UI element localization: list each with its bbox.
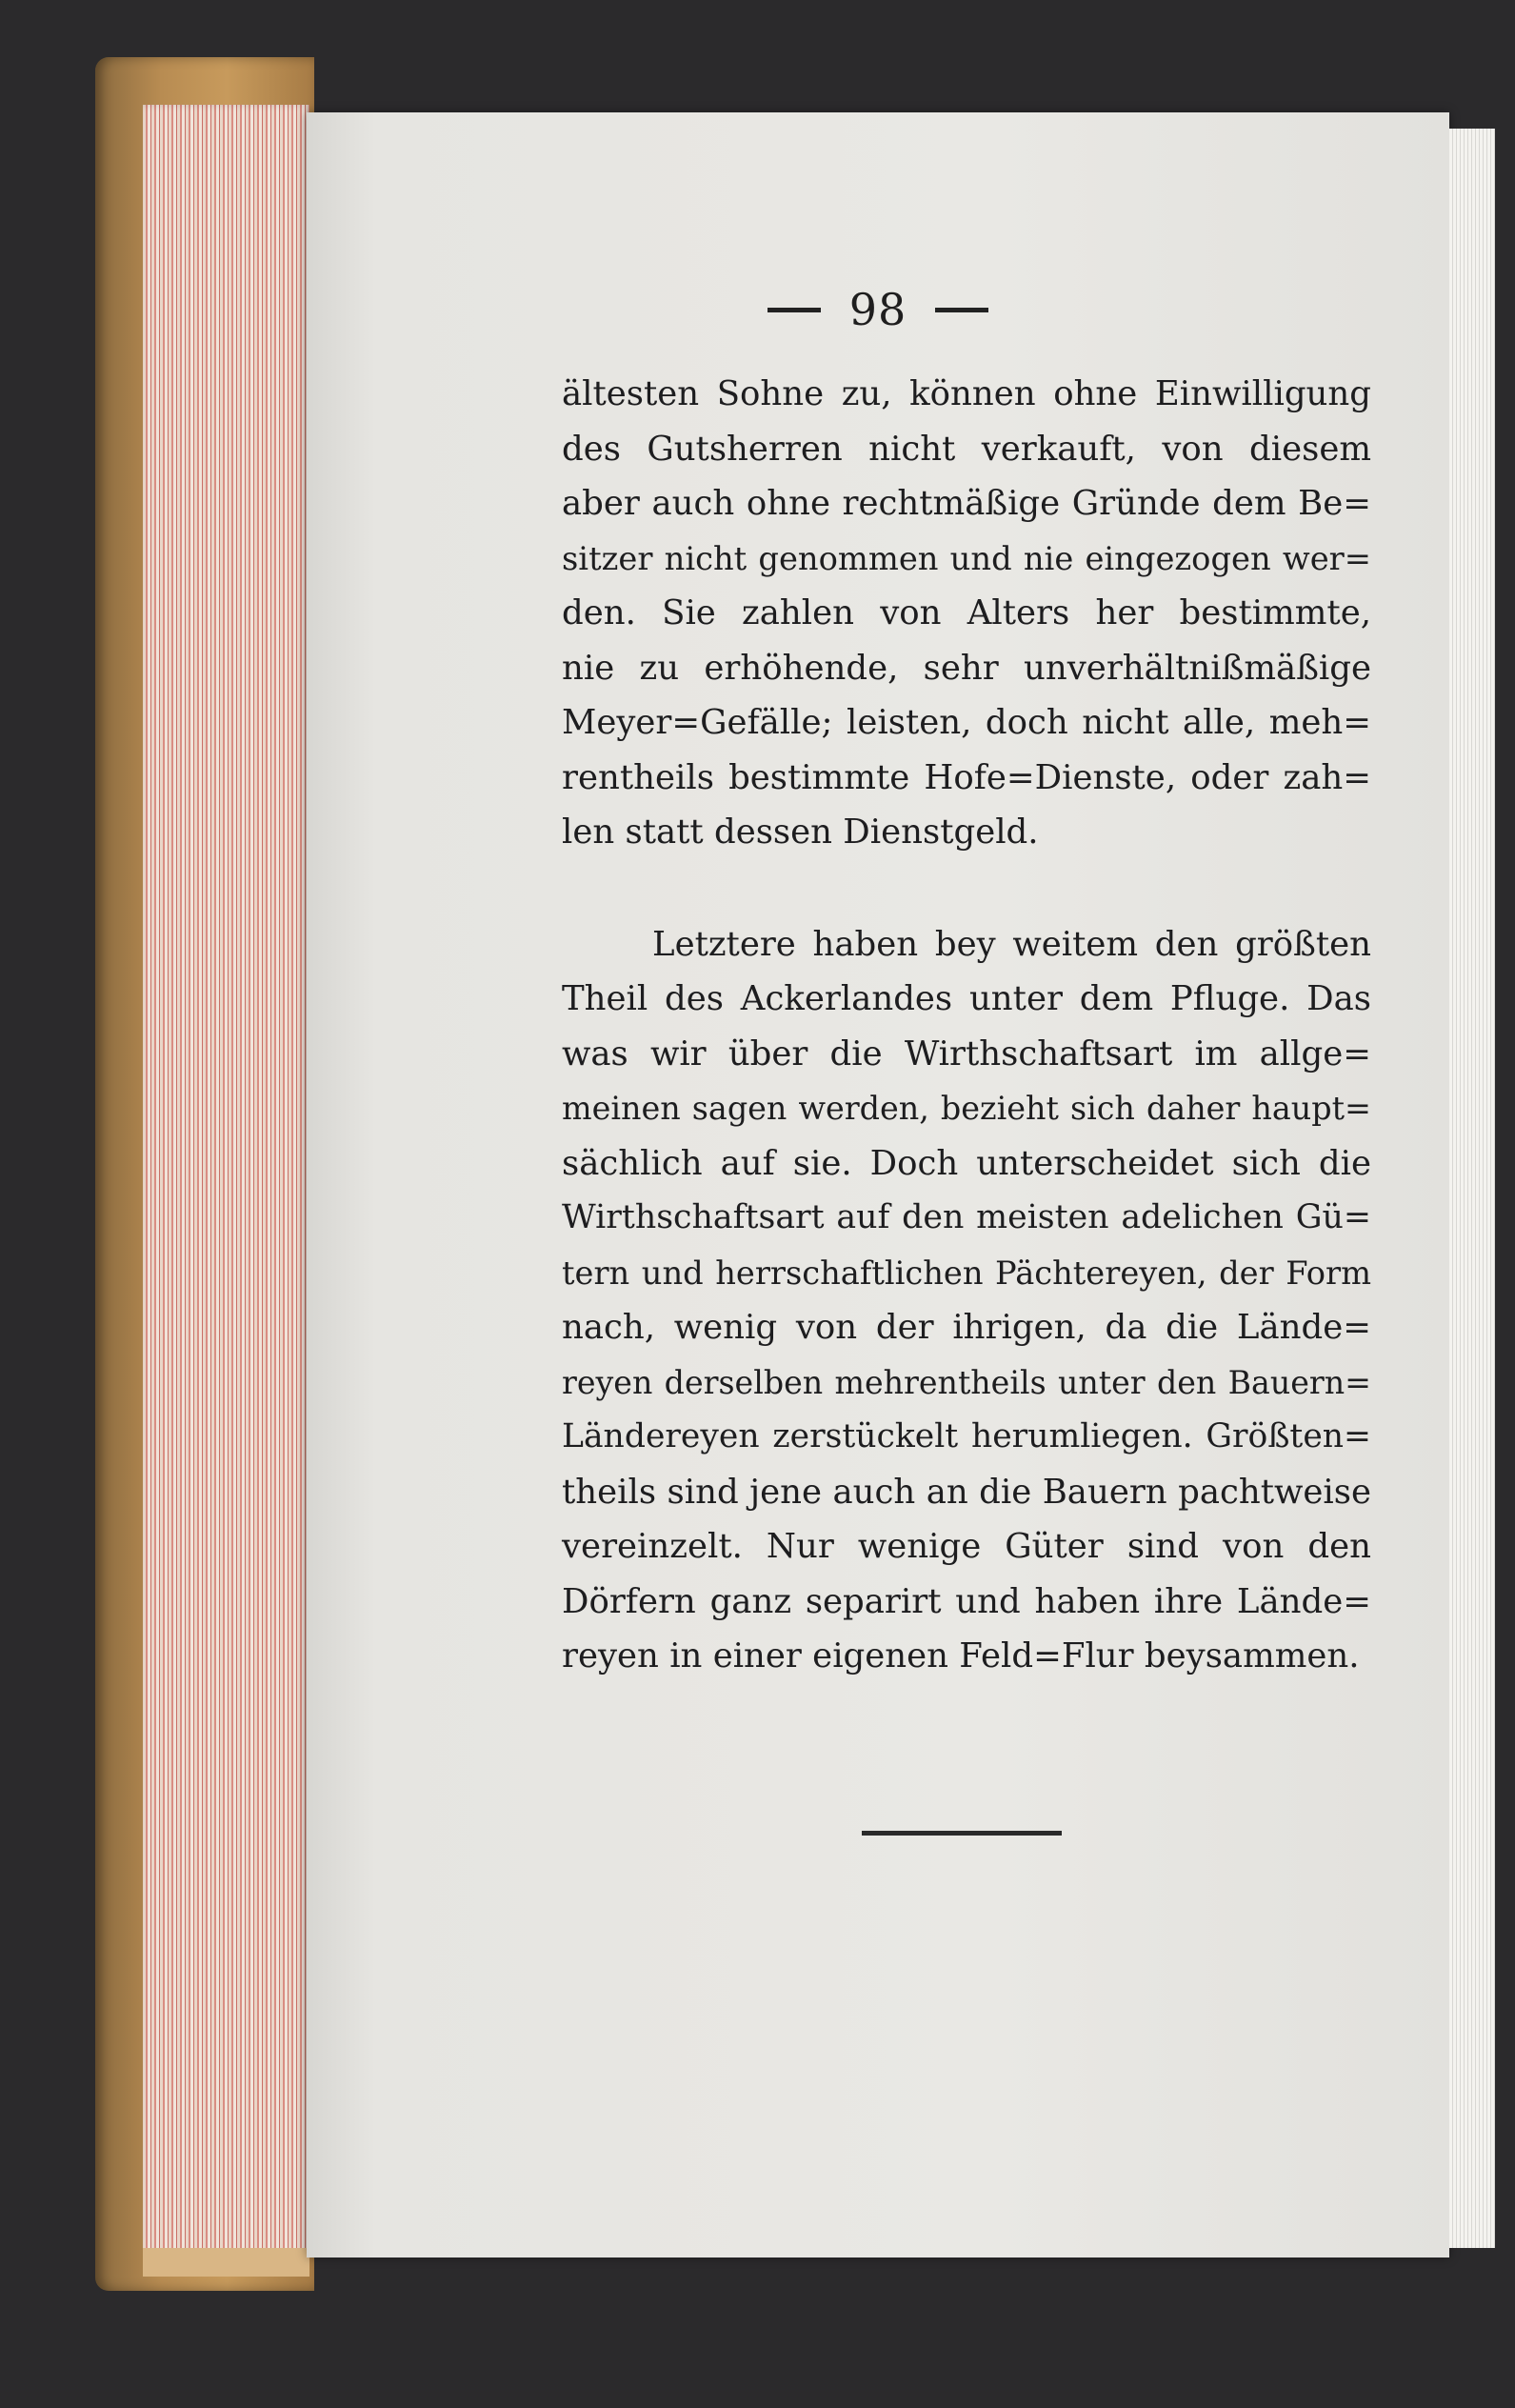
paragraph-gap xyxy=(562,860,1371,917)
page-header xyxy=(307,276,1449,343)
page-edges xyxy=(143,105,309,2258)
text-line: meinen sagen werden, bezieht sich daher haupt= xyxy=(562,1090,1371,1127)
body-text xyxy=(562,367,1371,1684)
text-line: was wir über die Wirthschaftsart im allge= xyxy=(562,1033,1371,1074)
text-line: Theil des Ackerlandes unter dem Pfluge. Das xyxy=(562,979,1371,1018)
text-line: sächlich auf sie. Doch unterscheidet sich die xyxy=(562,1143,1371,1183)
header-dash-left xyxy=(767,308,821,312)
text-line: reyen derselben mehrentheils unter den Bauern= xyxy=(562,1363,1371,1401)
text-line: ältesten Sohne zu, können ohne Einwilligung xyxy=(562,374,1371,413)
right-page-stack xyxy=(1449,129,1495,2248)
text-line: nie zu erhöhende, sehr unverhältnißmäßige xyxy=(562,648,1371,688)
text-line: Letztere haben bey weitem den größten xyxy=(652,924,1371,964)
text-line: Wirthschaftsart auf den meisten adelichen Gü= xyxy=(562,1198,1371,1236)
footnote-rule xyxy=(862,1831,1062,1836)
text-line: reyen in einer eigenen Feld=Flur beysammen. xyxy=(562,1636,1360,1676)
text-line: Ländereyen zerstückelt herumliegen. Größten= xyxy=(562,1417,1371,1455)
page-edge-bottom xyxy=(143,2248,309,2277)
text-line: Dörfern ganz separirt und haben ihre Lände= xyxy=(562,1581,1371,1621)
text-line: sitzer nicht genommen und nie eingezogen wer= xyxy=(562,539,1371,577)
text-line: nach, wenig von der ihrigen, da die Lände= xyxy=(562,1308,1371,1347)
text-line: rentheils bestimmte Hofe=Dienste, oder zah= xyxy=(562,757,1371,797)
paragraph xyxy=(562,917,1371,1684)
header-dash-right xyxy=(935,308,988,312)
text-line: tern und herrschaftlichen Pächtereyen, der Form xyxy=(562,1254,1371,1292)
text-line: theils sind jene auch an die Bauern pachtweise xyxy=(562,1472,1371,1512)
text-line: len statt dessen Dienstgeld. xyxy=(562,813,1039,852)
text-line: den. Sie zahlen von Alters her bestimmte, xyxy=(562,593,1371,632)
text-line: Meyer=Gefälle; leisten, doch nicht alle, meh= xyxy=(562,703,1371,742)
text-line: vereinzelt. Nur wenige Güter sind von den xyxy=(562,1527,1371,1566)
text-line: aber auch ohne rechtmäßige Gründe dem Be= xyxy=(562,484,1371,523)
paragraph xyxy=(562,367,1371,860)
page-number: 98 xyxy=(848,284,907,335)
text-line: des Gutsherren nicht verkauft, von diesem xyxy=(562,429,1371,469)
